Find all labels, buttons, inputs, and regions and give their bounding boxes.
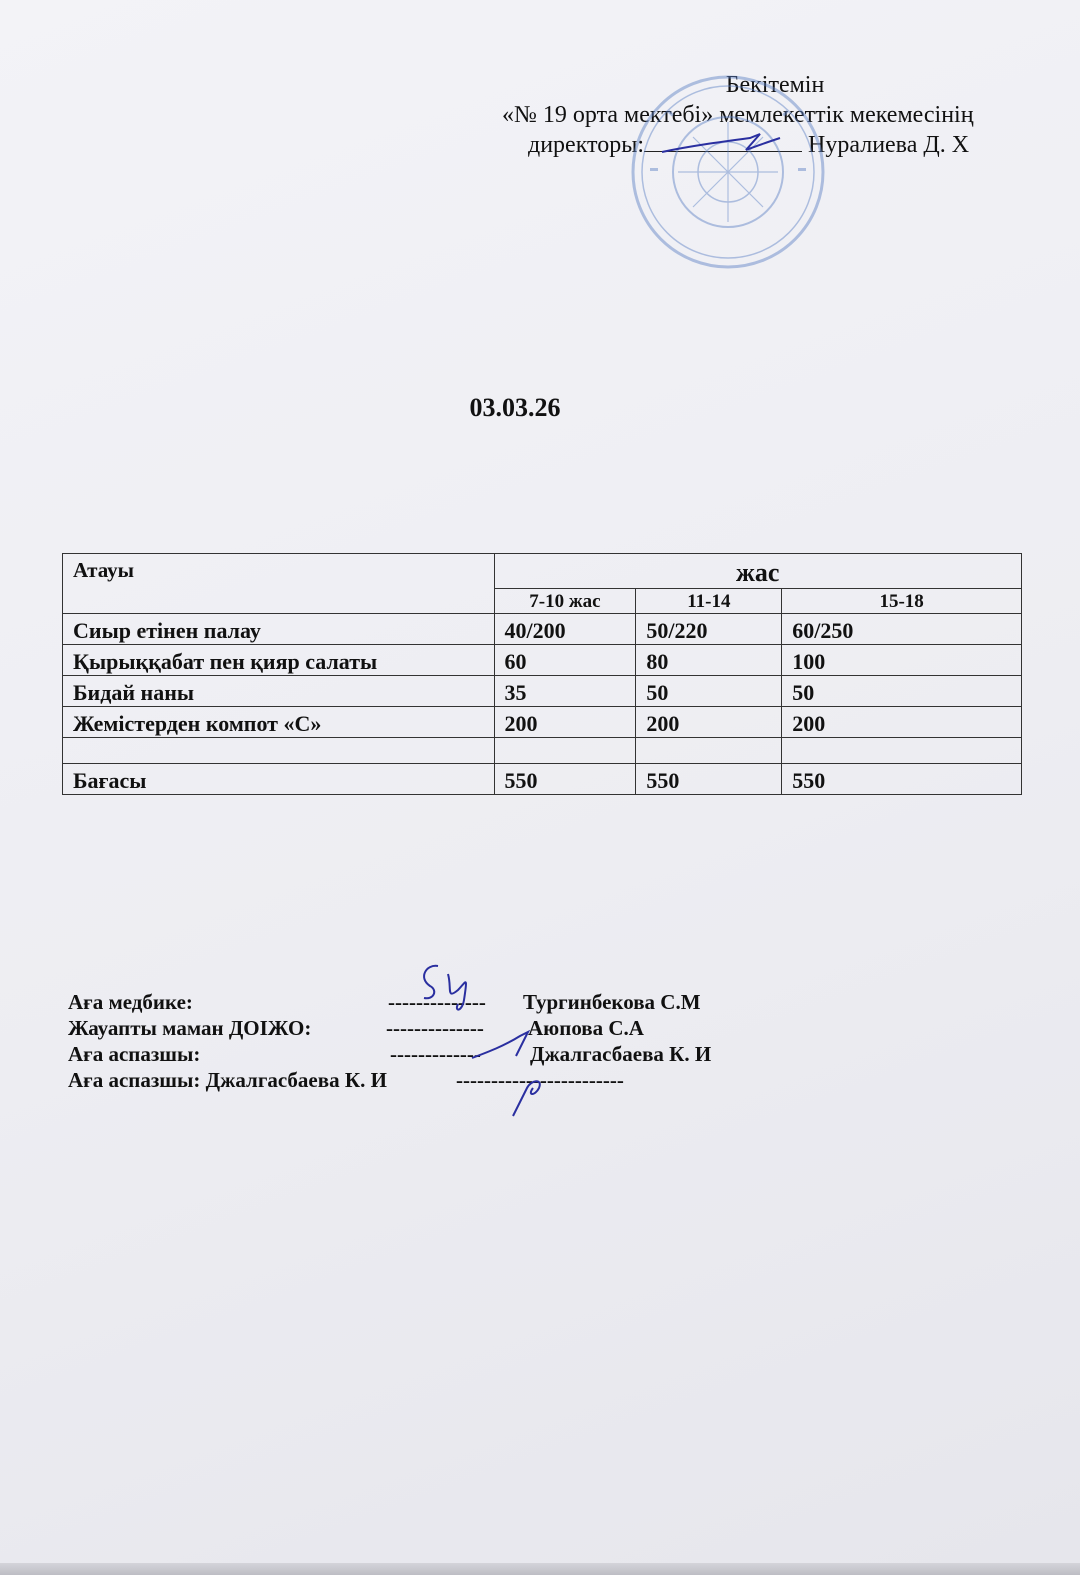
portion-value: 100 xyxy=(782,645,1022,676)
signature-dashes: ------------- xyxy=(390,1042,481,1066)
approval-title: Бекітемін xyxy=(725,72,825,98)
dish-name: Сиыр етінен палау xyxy=(63,614,495,645)
portion-value: 200 xyxy=(636,707,782,738)
table-row xyxy=(63,645,1022,676)
signature-person: Джалгасбаева К. И xyxy=(530,1042,712,1066)
cook2-signature-icon xyxy=(493,1074,573,1120)
approval-organization: «№ 19 орта мектебі» мемлекеттік мекемесінің xyxy=(502,102,974,128)
signature-dashes: ------------------------ xyxy=(456,1068,624,1092)
signature-role: Аға аспазшы: Джалгасбаева К. И xyxy=(68,1068,387,1092)
price-value: 550 xyxy=(494,764,636,795)
signature-dashes: -------------- xyxy=(386,1016,484,1040)
portion-value: 40/200 xyxy=(494,614,636,645)
portion-value: 50 xyxy=(636,676,782,707)
portion-value: 50/220 xyxy=(636,614,782,645)
empty-cell xyxy=(636,738,782,764)
header-name: Атауы xyxy=(63,554,495,614)
signature-person: Аюпова С.А xyxy=(528,1016,644,1040)
signature-role: Аға аспазшы: xyxy=(68,1042,201,1066)
header-age-group: 11-14 xyxy=(636,589,782,614)
director-signature-icon xyxy=(660,128,800,164)
table-row xyxy=(63,614,1022,645)
header-age-group: 15-18 xyxy=(782,589,1022,614)
empty-cell xyxy=(494,738,636,764)
price-row xyxy=(63,764,1022,795)
menu-table xyxy=(62,553,1022,795)
dish-name: Бидай наны xyxy=(63,676,495,707)
signature-dashes: -------------- xyxy=(388,990,486,1014)
empty-row xyxy=(63,738,1022,764)
signature-role: Жауапты маман ДОІЖО: xyxy=(68,1016,312,1040)
cook-signature-icon xyxy=(468,1028,538,1068)
header-age-group: 7-10 жас xyxy=(494,589,636,614)
header-age: жас xyxy=(494,554,1022,589)
price-value: 550 xyxy=(782,764,1022,795)
menu-date: 03.03.26 xyxy=(469,393,561,422)
portion-value: 200 xyxy=(494,707,636,738)
price-label: Бағасы xyxy=(63,764,495,795)
price-value: 550 xyxy=(636,764,782,795)
paper-edge xyxy=(0,1563,1080,1575)
empty-cell xyxy=(63,738,495,764)
portion-value: 60/250 xyxy=(782,614,1022,645)
portion-value: 60 xyxy=(494,645,636,676)
signatures-block xyxy=(68,988,788,1092)
portion-value: 80 xyxy=(636,645,782,676)
portion-value: 50 xyxy=(782,676,1022,707)
signature-person: Тургинбекова С.М xyxy=(523,990,701,1014)
nurse-signature-icon xyxy=(408,960,498,1020)
approval-position: директоры: xyxy=(528,132,645,158)
signature-role: Аға медбике: xyxy=(68,990,193,1014)
official-stamp-icon xyxy=(628,72,828,272)
portion-value: 35 xyxy=(494,676,636,707)
signature-row xyxy=(68,1066,788,1092)
empty-cell xyxy=(782,738,1022,764)
dish-name: Жемістерден компот «С» xyxy=(63,707,495,738)
signature-row xyxy=(68,1040,788,1066)
table-row xyxy=(63,707,1022,738)
approval-director-name: Нуралиева Д. Х xyxy=(808,132,970,158)
table-row xyxy=(63,676,1022,707)
portion-value: 200 xyxy=(782,707,1022,738)
dish-name: Қырыққабат пен қияр салаты xyxy=(63,645,495,676)
